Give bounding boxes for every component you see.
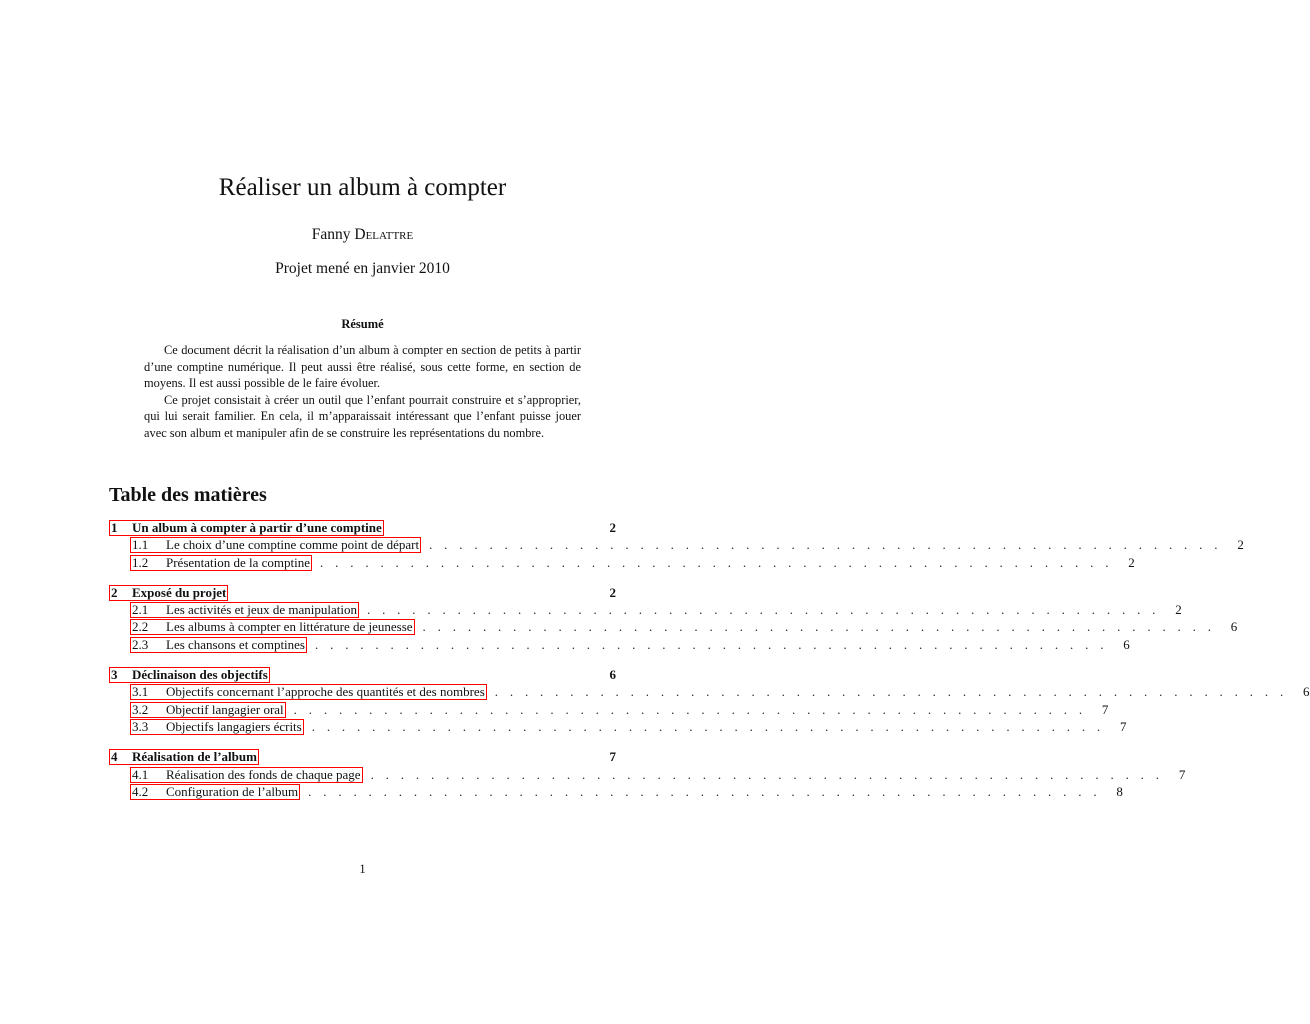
page-number: 1 (359, 862, 366, 876)
toc-entry-number: 3.2 (132, 701, 149, 717)
toc-entry-title: Les chansons et comptines (166, 636, 305, 652)
toc-entry-title: Réalisation des fonds de chaque page (166, 766, 361, 782)
toc-link[interactable] (109, 520, 384, 536)
dot-leader: . . . . . . . . . . . . . . . . . . . . . . . . . . . . . . . . . . . . . . . . . . . . . . . . . . . . . (293, 701, 1087, 717)
toc-entry (109, 536, 1244, 553)
document-title: Réaliser un album à compter (218, 174, 507, 201)
toc-link[interactable] (130, 784, 300, 800)
toc-entry (109, 683, 1310, 700)
toc-link[interactable] (130, 602, 359, 618)
toc-entry-page: 6 (1230, 619, 1238, 635)
toc-entry (109, 584, 616, 601)
toc-entry-number: 1.2 (132, 554, 149, 570)
toc-section (109, 666, 1310, 735)
toc-entry-number: 3.1 (132, 684, 149, 700)
toc-entry (109, 666, 616, 683)
dot-leader: . . . . . . . . . . . . . . . . . . . . . . . . . . . . . . . . . . . . . . . . . . . . . . . . . . . . . (311, 718, 1105, 734)
toc-entry-page: 2 (609, 520, 616, 535)
abstract-body (144, 342, 581, 442)
dot-leader: . . . . . . . . . . . . . . . . . . . . . . . . . . . . . . . . . . . . . . . . . . . . . . . . . . . . . (370, 766, 1164, 782)
toc-entry-page: 8 (1116, 783, 1123, 799)
toc-entry-page: 7 (1178, 766, 1186, 782)
toc-entry-page: 6 (1303, 684, 1310, 700)
toc-entry-title: Exposé du projet (132, 584, 227, 600)
dot-leader: . . . . . . . . . . . . . . . . . . . . . . . . . . . . . . . . . . . . . . . . . . . . . . . . . . . . . (422, 619, 1216, 635)
toc-entry-number: 2.1 (132, 602, 149, 618)
toc-entry (109, 519, 616, 536)
toc-entry-title: Le choix d’une comptine comme point de départ (166, 537, 420, 553)
toc-entry (109, 748, 616, 765)
abstract-paragraph: Ce projet consistait à créer un outil que l’enfant pourrait construire et s’approprier, qui lui serait familier. En cela, il m’apparaissait intéressant que l’enfant puisse jouer avec son album et manipuler afin de se construire les représentations du nombre. (144, 392, 581, 440)
toc-heading: Table des matières (109, 484, 267, 506)
table-of-contents (109, 519, 1310, 813)
toc-entry-title: Les activités et jeux de manipulation (166, 602, 357, 618)
toc-entry-page: 2 (1128, 554, 1135, 570)
toc-link[interactable] (130, 767, 363, 783)
toc-entry-number: 2 (111, 584, 118, 600)
toc-entry (109, 701, 1109, 718)
toc-entry (109, 766, 1186, 783)
toc-entry-page: 2 (1237, 537, 1244, 553)
toc-entry-number: 2.3 (132, 636, 149, 652)
toc-entry-page: 7 (1119, 718, 1127, 734)
toc-entry-number: 2.2 (132, 619, 149, 635)
toc-entry-title: Présentation de la comptine (166, 554, 311, 570)
toc-entry-page: 6 (1123, 636, 1130, 652)
dot-leader: . . . . . . . . . . . . . . . . . . . . . . . . . . . . . . . . . . . . . . . . . . . . . . . . . . . . . (429, 537, 1222, 553)
toc-link[interactable] (130, 537, 421, 553)
author-first-name: Fanny (311, 226, 351, 243)
toc-entry-title: Un album à compter à partir d’une comptine (132, 520, 382, 535)
toc-link[interactable] (130, 702, 286, 718)
toc-link[interactable] (130, 684, 487, 700)
toc-entry (109, 554, 1135, 571)
toc-entry-page: 7 (609, 749, 616, 765)
toc-entry (109, 636, 1130, 653)
dot-leader: . . . . . . . . . . . . . . . . . . . . . . . . . . . . . . . . . . . . . . . . . . . . . . . . . . . . . (494, 684, 1288, 700)
toc-entry-title: Déclinaison des objectifs (132, 667, 268, 683)
toc-link[interactable] (130, 619, 415, 635)
toc-section (109, 584, 1238, 653)
toc-entry (109, 618, 1238, 635)
toc-link[interactable] (130, 637, 307, 653)
toc-entry (109, 783, 1123, 800)
toc-link[interactable] (109, 749, 259, 765)
toc-section (109, 748, 1186, 800)
toc-entry-number: 1.1 (132, 537, 149, 553)
abstract-paragraph: Ce document décrit la réalisation d’un album à compter en section de petits à partir d’une comptine numérique. Il peut aussi être réalisé, sous cette forme, en section de moyens. Il est aussi possible de le faire évoluer. (144, 343, 581, 391)
document-author (0, 225, 725, 245)
toc-entry-title: Les albums à compter en littérature de jeunesse (166, 619, 413, 635)
toc-entry-title: Objectifs langagiers écrits (166, 718, 302, 734)
toc-entry (109, 718, 1127, 735)
toc-entry-number: 1 (111, 520, 118, 535)
toc-entry-number: 4.2 (132, 783, 149, 799)
toc-entry-page: 7 (1101, 701, 1109, 717)
toc-entry-number: 4 (111, 749, 118, 765)
toc-section (109, 519, 1244, 571)
toc-entry-number: 3.3 (132, 718, 149, 734)
toc-entry-page: 6 (609, 667, 616, 683)
toc-entry-number: 3 (111, 667, 118, 683)
toc-entry-page: 2 (609, 584, 616, 600)
toc-link[interactable] (130, 719, 304, 735)
toc-entry-title: Réalisation de l’album (132, 749, 257, 765)
toc-entry-number: 4.1 (132, 766, 149, 782)
toc-link[interactable] (130, 555, 312, 571)
toc-entry-page: 2 (1175, 602, 1182, 618)
dot-leader: . . . . . . . . . . . . . . . . . . . . . . . . . . . . . . . . . . . . . . . . . . . . . . . . . . . . . (308, 783, 1101, 799)
toc-link[interactable] (109, 667, 270, 683)
toc-entry-title: Objectifs concernant l’approche des quantités et des nombres (166, 684, 485, 700)
toc-entry-title: Configuration de l’album (166, 783, 299, 799)
toc-link[interactable] (109, 585, 228, 601)
abstract-heading: Résumé (341, 317, 384, 331)
dot-leader: . . . . . . . . . . . . . . . . . . . . . . . . . . . . . . . . . . . . . . . . . . . . . . . . . . . . . (320, 554, 1113, 570)
toc-entry (109, 601, 1182, 618)
document-date: Projet mené en janvier 2010 (275, 260, 450, 277)
dot-leader: . . . . . . . . . . . . . . . . . . . . . . . . . . . . . . . . . . . . . . . . . . . . . . . . . . . . . (315, 636, 1108, 652)
toc-entry-title: Objectif langagier oral (166, 701, 284, 717)
author-last-name: Delattre (354, 226, 414, 243)
dot-leader: . . . . . . . . . . . . . . . . . . . . . . . . . . . . . . . . . . . . . . . . . . . . . . . . . . . . . (366, 602, 1160, 618)
